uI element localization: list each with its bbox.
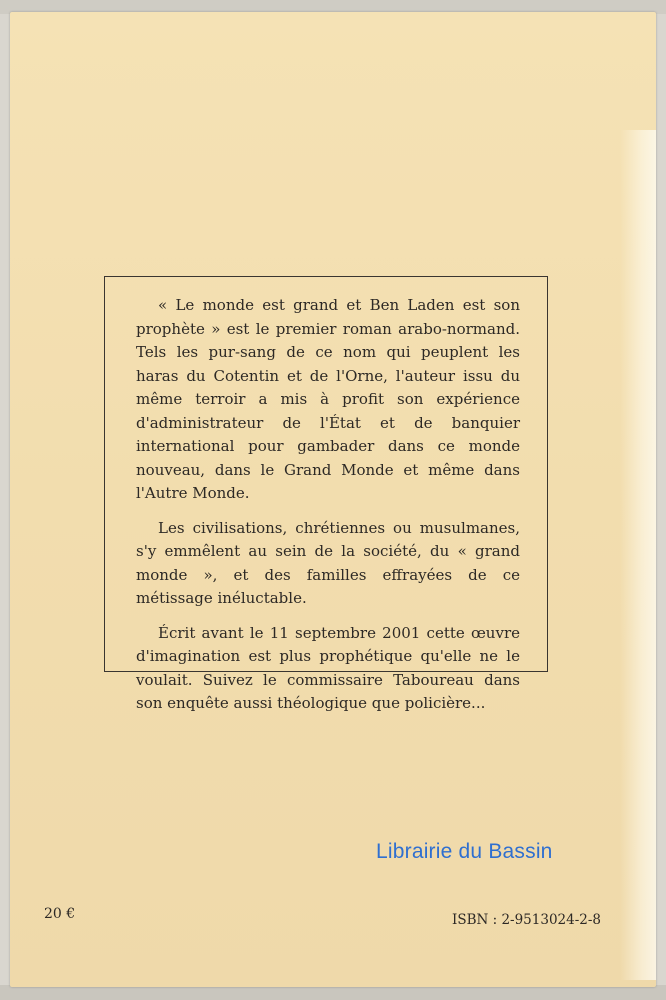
cover-light-reflection [620,130,656,980]
isbn-label: ISBN : 2-9513024-2-8 [452,912,602,928]
blurb-text-block [136,294,520,716]
blurb-paragraph-3: Écrit avant le 11 septembre 2001 cette œuvre d'imagination est plus prophétique qu'elle ne le voulait. Suivez le commissaire Taboureau dans son enquête aussi théologique que policière... [136,623,520,712]
blurb-paragraph-2: Les civilisations, chrétiennes ou musulmanes, s'y emmêlent au sein de la société, du « grand monde », et des familles effrayées de ce métissage inéluctable. [136,518,520,607]
price-label: 20 € [44,906,76,922]
blurb-paragraph-1: « Le monde est grand et Ben Laden est son prophète » est le premier roman arabo-normand. Tels les pur-sang de ce nom qui peuplent les haras du Cotentin et de l'Orne, l'auteur issu du même terroir a mis à profit son expérience d'administrateur de l'État et de banquier international pour gambader dans ce monde nouveau, dans le Grand Monde et même dans l'Autre Monde. [136,296,520,502]
bookseller-watermark: Librairie du Bassin [376,840,553,863]
photo-backdrop-bottom [0,985,666,1000]
